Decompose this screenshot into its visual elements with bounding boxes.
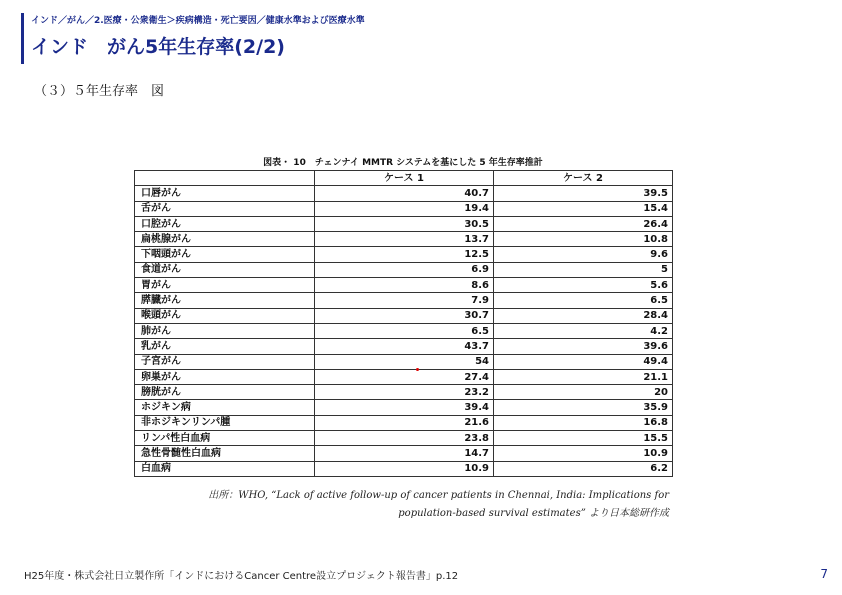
case2-value: 9.6 bbox=[494, 247, 673, 262]
case1-value: 40.7 bbox=[315, 186, 494, 201]
case1-value: 13.7 bbox=[315, 232, 494, 247]
table-header-row bbox=[135, 171, 673, 186]
case1-value: 8.6 bbox=[315, 278, 494, 293]
case2-value: 26.4 bbox=[494, 216, 673, 231]
case1-value: 23.2 bbox=[315, 385, 494, 400]
breadcrumb: インド／がん／2.医療・公衆衛生＞疾病構造・死亡要因／健康水準および医療水準 bbox=[31, 16, 365, 26]
table-row bbox=[135, 201, 673, 216]
section-heading: （３）５年生存率 図 bbox=[34, 84, 165, 99]
footer-note: H25年度・株式会社日立製作所「インドにおけるCancer Centre設立プロジェクト報告書」p.12 bbox=[24, 571, 459, 582]
row-label: 下咽頭がん bbox=[135, 247, 315, 262]
case2-value: 39.6 bbox=[494, 339, 673, 354]
survival-rate-table bbox=[134, 170, 673, 477]
case2-value: 49.4 bbox=[494, 354, 673, 369]
case2-value: 6.5 bbox=[494, 293, 673, 308]
table-row bbox=[135, 293, 673, 308]
row-label: 食道がん bbox=[135, 262, 315, 277]
row-label: 子宮がん bbox=[135, 354, 315, 369]
case1-value: 7.9 bbox=[315, 293, 494, 308]
row-label: 膀胱がん bbox=[135, 385, 315, 400]
case2-value: 5 bbox=[494, 262, 673, 277]
source-citation bbox=[134, 487, 669, 523]
case2-value: 21.1 bbox=[494, 369, 673, 384]
case1-value: 23.8 bbox=[315, 431, 494, 446]
case2-value: 16.8 bbox=[494, 415, 673, 430]
case1-value: 43.7 bbox=[315, 339, 494, 354]
row-label: 肺がん bbox=[135, 323, 315, 338]
source-line-2: population-based survival estimates” より日本総研作成 bbox=[398, 508, 669, 519]
case1-value: 27.4 bbox=[315, 369, 494, 384]
table-body bbox=[135, 186, 673, 477]
case2-value: 20 bbox=[494, 385, 673, 400]
case2-value: 10.8 bbox=[494, 232, 673, 247]
page-number: 7 bbox=[820, 567, 828, 581]
table-row bbox=[135, 431, 673, 446]
case2-value: 4.2 bbox=[494, 323, 673, 338]
case1-value: 30.5 bbox=[315, 216, 494, 231]
page-title: インド がん5年生存率(2/2) bbox=[31, 36, 285, 58]
figure-caption: 図表・ 10 チェンナイ MMTR システムを基にした 5 年生存率推計 bbox=[263, 158, 543, 168]
table-row bbox=[135, 278, 673, 293]
case2-value: 15.4 bbox=[494, 201, 673, 216]
row-label: 膵臓がん bbox=[135, 293, 315, 308]
table-row bbox=[135, 186, 673, 201]
row-label: ホジキン病 bbox=[135, 400, 315, 415]
table-row bbox=[135, 385, 673, 400]
column-header-case2: ケース 2 bbox=[494, 171, 673, 186]
case2-value: 35.9 bbox=[494, 400, 673, 415]
table-row bbox=[135, 415, 673, 430]
case1-value: 30.7 bbox=[315, 308, 494, 323]
row-label: 胃がん bbox=[135, 278, 315, 293]
table-row bbox=[135, 262, 673, 277]
row-label: 舌がん bbox=[135, 201, 315, 216]
case1-value: 14.7 bbox=[315, 446, 494, 461]
case1-value: 39.4 bbox=[315, 400, 494, 415]
case2-value: 6.2 bbox=[494, 461, 673, 476]
table-row bbox=[135, 339, 673, 354]
row-label: 口腔がん bbox=[135, 216, 315, 231]
case1-value: 19.4 bbox=[315, 201, 494, 216]
table-row bbox=[135, 400, 673, 415]
row-label: 口唇がん bbox=[135, 186, 315, 201]
table-row bbox=[135, 369, 673, 384]
row-label: 乳がん bbox=[135, 339, 315, 354]
column-header-case1: ケース 1 bbox=[315, 171, 494, 186]
table-row bbox=[135, 232, 673, 247]
column-header-label bbox=[135, 171, 315, 186]
case2-value: 28.4 bbox=[494, 308, 673, 323]
case2-value: 10.9 bbox=[494, 446, 673, 461]
case1-value: 54 bbox=[315, 354, 494, 369]
table-row bbox=[135, 216, 673, 231]
row-label: 白血病 bbox=[135, 461, 315, 476]
table-row bbox=[135, 354, 673, 369]
table-row bbox=[135, 323, 673, 338]
title-accent-bar bbox=[21, 13, 24, 64]
case1-value: 21.6 bbox=[315, 415, 494, 430]
row-label: 非ホジキンリンパ腫 bbox=[135, 415, 315, 430]
source-line-1: 出所：WHO, “Lack of active follow-up of cancer patients in Chennai, India: Implications for bbox=[208, 490, 669, 501]
row-label: 扁桃腺がん bbox=[135, 232, 315, 247]
row-label: 急性骨髄性白血病 bbox=[135, 446, 315, 461]
case2-value: 15.5 bbox=[494, 431, 673, 446]
case1-value: 12.5 bbox=[315, 247, 494, 262]
case1-value: 10.9 bbox=[315, 461, 494, 476]
row-label: リンパ性白血病 bbox=[135, 431, 315, 446]
table-row bbox=[135, 461, 673, 476]
case1-value: 6.9 bbox=[315, 262, 494, 277]
table-row bbox=[135, 308, 673, 323]
row-label: 喉頭がん bbox=[135, 308, 315, 323]
table-row bbox=[135, 247, 673, 262]
table-row bbox=[135, 446, 673, 461]
case2-value: 5.6 bbox=[494, 278, 673, 293]
case2-value: 39.5 bbox=[494, 186, 673, 201]
case1-value: 6.5 bbox=[315, 323, 494, 338]
row-label: 卵巣がん bbox=[135, 369, 315, 384]
red-marker-dot bbox=[416, 368, 419, 371]
